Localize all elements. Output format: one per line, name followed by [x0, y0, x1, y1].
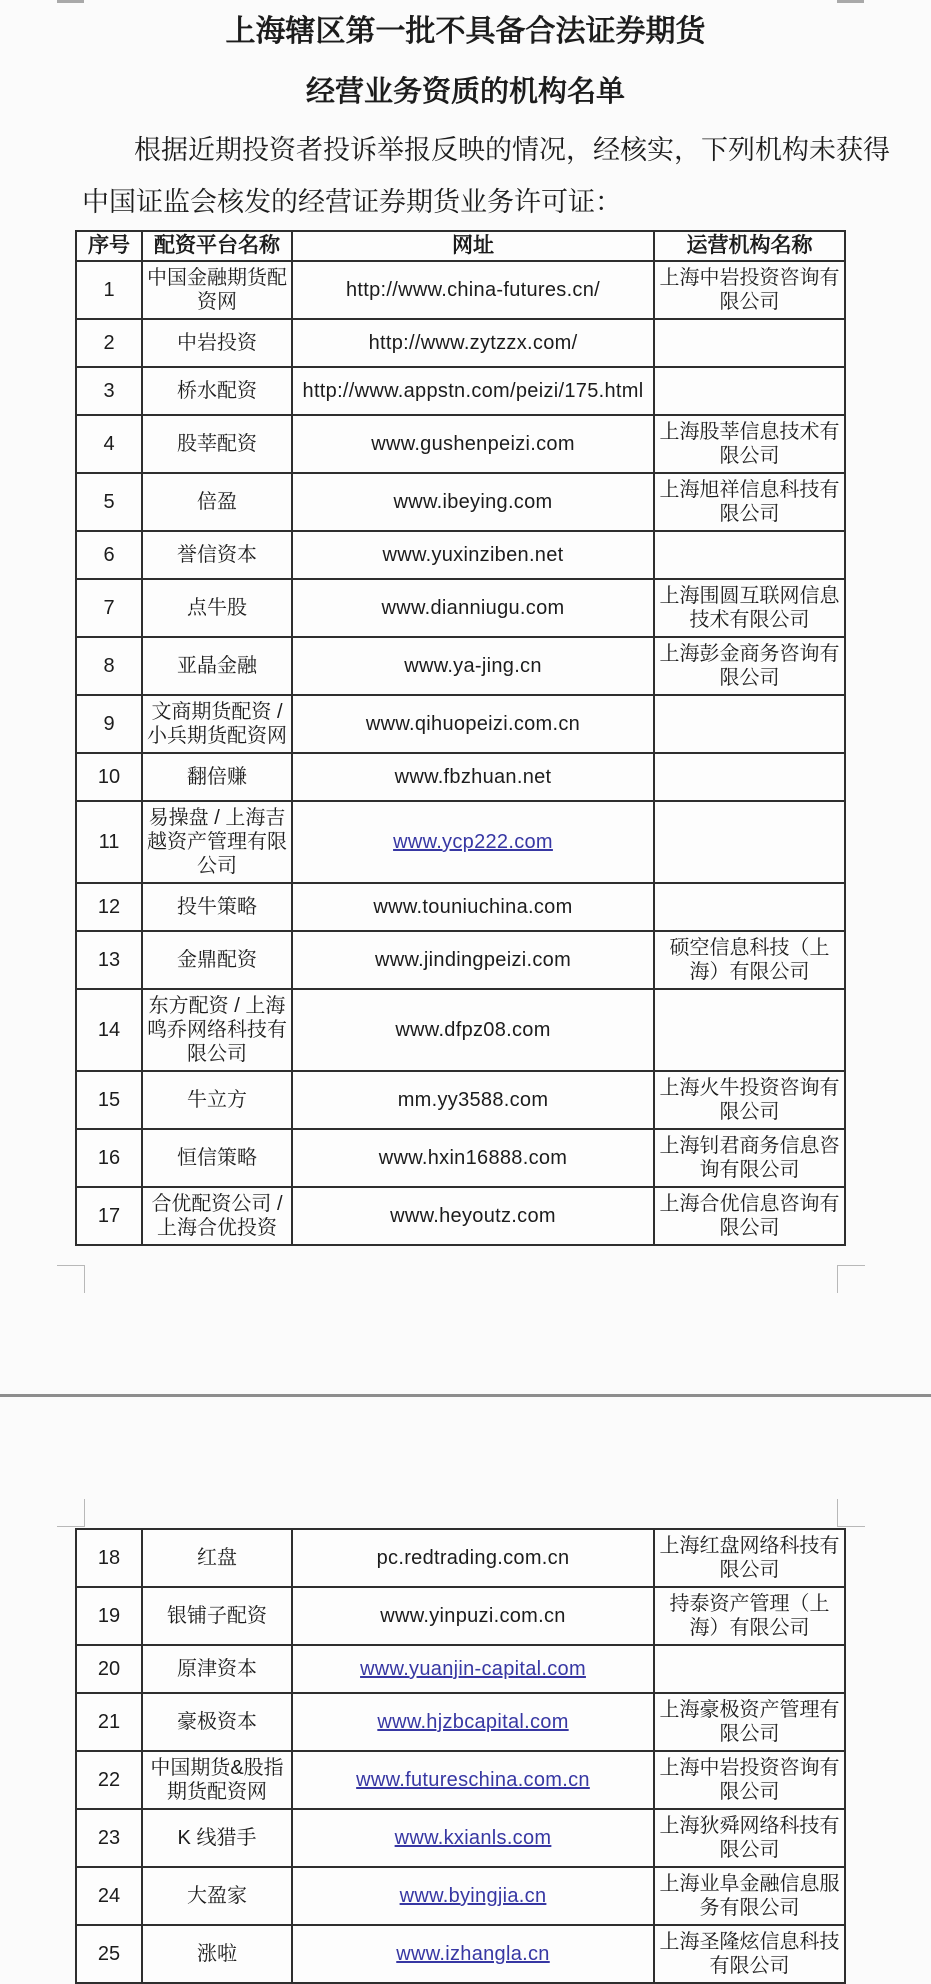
platform-name: 大盈家	[142, 1867, 292, 1925]
table-row	[76, 261, 845, 319]
row-serial-number: 9	[76, 695, 142, 753]
table-row	[76, 1529, 845, 1587]
platform-name: 中岩投资	[142, 319, 292, 367]
platform-name: 誉信资本	[142, 531, 292, 579]
table-row	[76, 695, 845, 753]
website-cell	[292, 1809, 654, 1867]
website-cell: www.dfpz08.com	[292, 989, 654, 1071]
platform-table-page2	[75, 1528, 846, 1984]
operator-name	[654, 531, 845, 579]
website-cell: pc.redtrading.com.cn	[292, 1529, 654, 1587]
website-link[interactable]: www.kxianls.com	[394, 1827, 552, 1849]
platform-name: 东方配资 / 上海鸣乔网络科技有限公司	[142, 989, 292, 1071]
row-serial-number: 17	[76, 1187, 142, 1245]
website-cell: www.ibeying.com	[292, 473, 654, 531]
website-link[interactable]: www.hjzbcapital.com	[377, 1711, 569, 1733]
platform-name: 亚晶金融	[142, 637, 292, 695]
row-serial-number: 2	[76, 319, 142, 367]
row-serial-number: 25	[76, 1925, 142, 1983]
row-serial-number: 22	[76, 1751, 142, 1809]
table-row	[76, 473, 845, 531]
row-serial-number: 16	[76, 1129, 142, 1187]
website-cell: www.heyoutz.com	[292, 1187, 654, 1245]
website-cell: www.yinpuzi.com.cn	[292, 1587, 654, 1645]
table-row	[76, 989, 845, 1071]
table-row	[76, 1809, 845, 1867]
platform-name: 翻倍赚	[142, 753, 292, 801]
platform-name: 恒信策略	[142, 1129, 292, 1187]
platform-name: 投牛策略	[142, 883, 292, 931]
header-platform-name: 配资平台名称	[142, 231, 292, 261]
row-serial-number: 12	[76, 883, 142, 931]
platform-name: 文商期货配资 / 小兵期货配资网	[142, 695, 292, 753]
platform-name: 中国期货&股指期货配资网	[142, 1751, 292, 1809]
website-cell: www.yuxinziben.net	[292, 531, 654, 579]
table-row	[76, 531, 845, 579]
website-link[interactable]: www.futureschina.com.cn	[356, 1769, 590, 1791]
platform-name: 豪极资本	[142, 1693, 292, 1751]
table-row	[76, 1645, 845, 1693]
row-serial-number: 13	[76, 931, 142, 989]
platform-name: 易操盘 / 上海吉越资产管理有限公司	[142, 801, 292, 883]
row-serial-number: 23	[76, 1809, 142, 1867]
operator-name: 上海业阜金融信息服务有限公司	[654, 1867, 845, 1925]
website-cell: mm.yy3588.com	[292, 1071, 654, 1129]
platform-name: K 线猎手	[142, 1809, 292, 1867]
operator-name: 上海旭祥信息科技有限公司	[654, 473, 845, 531]
table-row	[76, 931, 845, 989]
intro-paragraph-line1: 根据近期投资者投诉举报反映的情况，经核实，下列机构未获得	[134, 135, 890, 165]
row-serial-number: 20	[76, 1645, 142, 1693]
platform-name: 银铺子配资	[142, 1587, 292, 1645]
table-header-row	[76, 231, 845, 261]
row-serial-number: 6	[76, 531, 142, 579]
website-cell	[292, 801, 654, 883]
platform-name: 中国金融期货配资网	[142, 261, 292, 319]
operator-name	[654, 367, 845, 415]
table-row	[76, 1751, 845, 1809]
row-serial-number: 7	[76, 579, 142, 637]
header-operator-name: 运营机构名称	[654, 231, 845, 261]
operator-name: 上海火牛投资咨询有限公司	[654, 1071, 845, 1129]
website-cell	[292, 1645, 654, 1693]
operator-name: 上海圣隆炫信息科技有限公司	[654, 1925, 845, 1983]
operator-name: 上海豪极资产管理有限公司	[654, 1693, 845, 1751]
operator-name: 上海合优信息咨询有限公司	[654, 1187, 845, 1245]
table-row	[76, 1587, 845, 1645]
table-row	[76, 1187, 845, 1245]
platform-name: 倍盈	[142, 473, 292, 531]
platform-name: 原津资本	[142, 1645, 292, 1693]
operator-name: 上海围圆互联网信息技术有限公司	[654, 579, 845, 637]
row-serial-number: 4	[76, 415, 142, 473]
platform-table-page1	[75, 230, 846, 1246]
page2-top-left-margin-mark	[57, 1499, 85, 1527]
table-row	[76, 637, 845, 695]
scan-edge-tick-right	[837, 0, 864, 3]
row-serial-number: 21	[76, 1693, 142, 1751]
table-row	[76, 1071, 845, 1129]
table-row	[76, 1925, 845, 1983]
table-row	[76, 753, 845, 801]
website-cell: www.qihuopeizi.com.cn	[292, 695, 654, 753]
website-link[interactable]: www.izhangla.cn	[396, 1943, 550, 1965]
operator-name	[654, 801, 845, 883]
page-break-separator	[0, 1394, 931, 1397]
operator-name: 持泰资产管理（上海）有限公司	[654, 1587, 845, 1645]
website-cell	[292, 1751, 654, 1809]
platform-name: 合优配资公司 / 上海合优投资	[142, 1187, 292, 1245]
operator-name: 上海股莘信息技术有限公司	[654, 415, 845, 473]
platform-name: 涨啦	[142, 1925, 292, 1983]
header-serial-number: 序号	[76, 231, 142, 261]
website-link[interactable]: www.byingjia.cn	[399, 1885, 547, 1907]
table-row	[76, 801, 845, 883]
website-cell: http://www.zytzzx.com/	[292, 319, 654, 367]
row-serial-number: 19	[76, 1587, 142, 1645]
website-cell	[292, 1925, 654, 1983]
website-link[interactable]: www.yuanjin-capital.com	[360, 1658, 586, 1680]
operator-name	[654, 319, 845, 367]
operator-name	[654, 1645, 845, 1693]
row-serial-number: 5	[76, 473, 142, 531]
website-cell: www.dianniugu.com	[292, 579, 654, 637]
operator-name	[654, 695, 845, 753]
table-row	[76, 1129, 845, 1187]
website-cell: http://www.china-futures.cn/	[292, 261, 654, 319]
page1-bottom-right-margin-mark	[837, 1265, 865, 1293]
intro-paragraph-line2: 中国证监会核发的经营证券期货业务许可证：	[82, 187, 622, 217]
website-cell	[292, 1867, 654, 1925]
website-cell: http://www.appstn.com/peizi/175.html	[292, 367, 654, 415]
table-row	[76, 319, 845, 367]
platform-name: 桥水配资	[142, 367, 292, 415]
operator-name: 上海钊君商务信息咨询有限公司	[654, 1129, 845, 1187]
header-website: 网址	[292, 231, 654, 261]
operator-name	[654, 883, 845, 931]
website-cell	[292, 1693, 654, 1751]
website-link[interactable]: www.ycp222.com	[393, 831, 553, 853]
row-serial-number: 1	[76, 261, 142, 319]
platform-name: 股莘配资	[142, 415, 292, 473]
platform-name: 牛立方	[142, 1071, 292, 1129]
platform-name: 金鼎配资	[142, 931, 292, 989]
row-serial-number: 10	[76, 753, 142, 801]
operator-name	[654, 753, 845, 801]
document-title-line1: 上海辖区第一批不具备合法证券期货	[225, 15, 706, 48]
website-cell: www.jindingpeizi.com	[292, 931, 654, 989]
row-serial-number: 14	[76, 989, 142, 1071]
table-row	[76, 1867, 845, 1925]
operator-name: 上海彭金商务咨询有限公司	[654, 637, 845, 695]
row-serial-number: 18	[76, 1529, 142, 1587]
website-cell: www.fbzhuan.net	[292, 753, 654, 801]
table-row	[76, 415, 845, 473]
table-row	[76, 1693, 845, 1751]
document-title-line2: 经营业务资质的机构名单	[305, 76, 625, 108]
page2-top-right-margin-mark	[837, 1499, 865, 1527]
scan-edge-tick-left	[57, 0, 84, 3]
row-serial-number: 8	[76, 637, 142, 695]
website-cell: www.ya-jing.cn	[292, 637, 654, 695]
operator-name: 上海中岩投资咨询有限公司	[654, 261, 845, 319]
operator-name: 上海红盘网络科技有限公司	[654, 1529, 845, 1587]
website-cell: www.touniuchina.com	[292, 883, 654, 931]
operator-name: 上海中岩投资咨询有限公司	[654, 1751, 845, 1809]
operator-name: 硕空信息科技（上海）有限公司	[654, 931, 845, 989]
website-cell: www.gushenpeizi.com	[292, 415, 654, 473]
row-serial-number: 11	[76, 801, 142, 883]
row-serial-number: 15	[76, 1071, 142, 1129]
table-row	[76, 883, 845, 931]
website-cell: www.hxin16888.com	[292, 1129, 654, 1187]
row-serial-number: 24	[76, 1867, 142, 1925]
platform-name: 红盘	[142, 1529, 292, 1587]
operator-name: 上海狄舜网络科技有限公司	[654, 1809, 845, 1867]
operator-name	[654, 989, 845, 1071]
table-row	[76, 367, 845, 415]
page1-bottom-left-margin-mark	[57, 1265, 85, 1293]
platform-name: 点牛股	[142, 579, 292, 637]
row-serial-number: 3	[76, 367, 142, 415]
table-row	[76, 579, 845, 637]
